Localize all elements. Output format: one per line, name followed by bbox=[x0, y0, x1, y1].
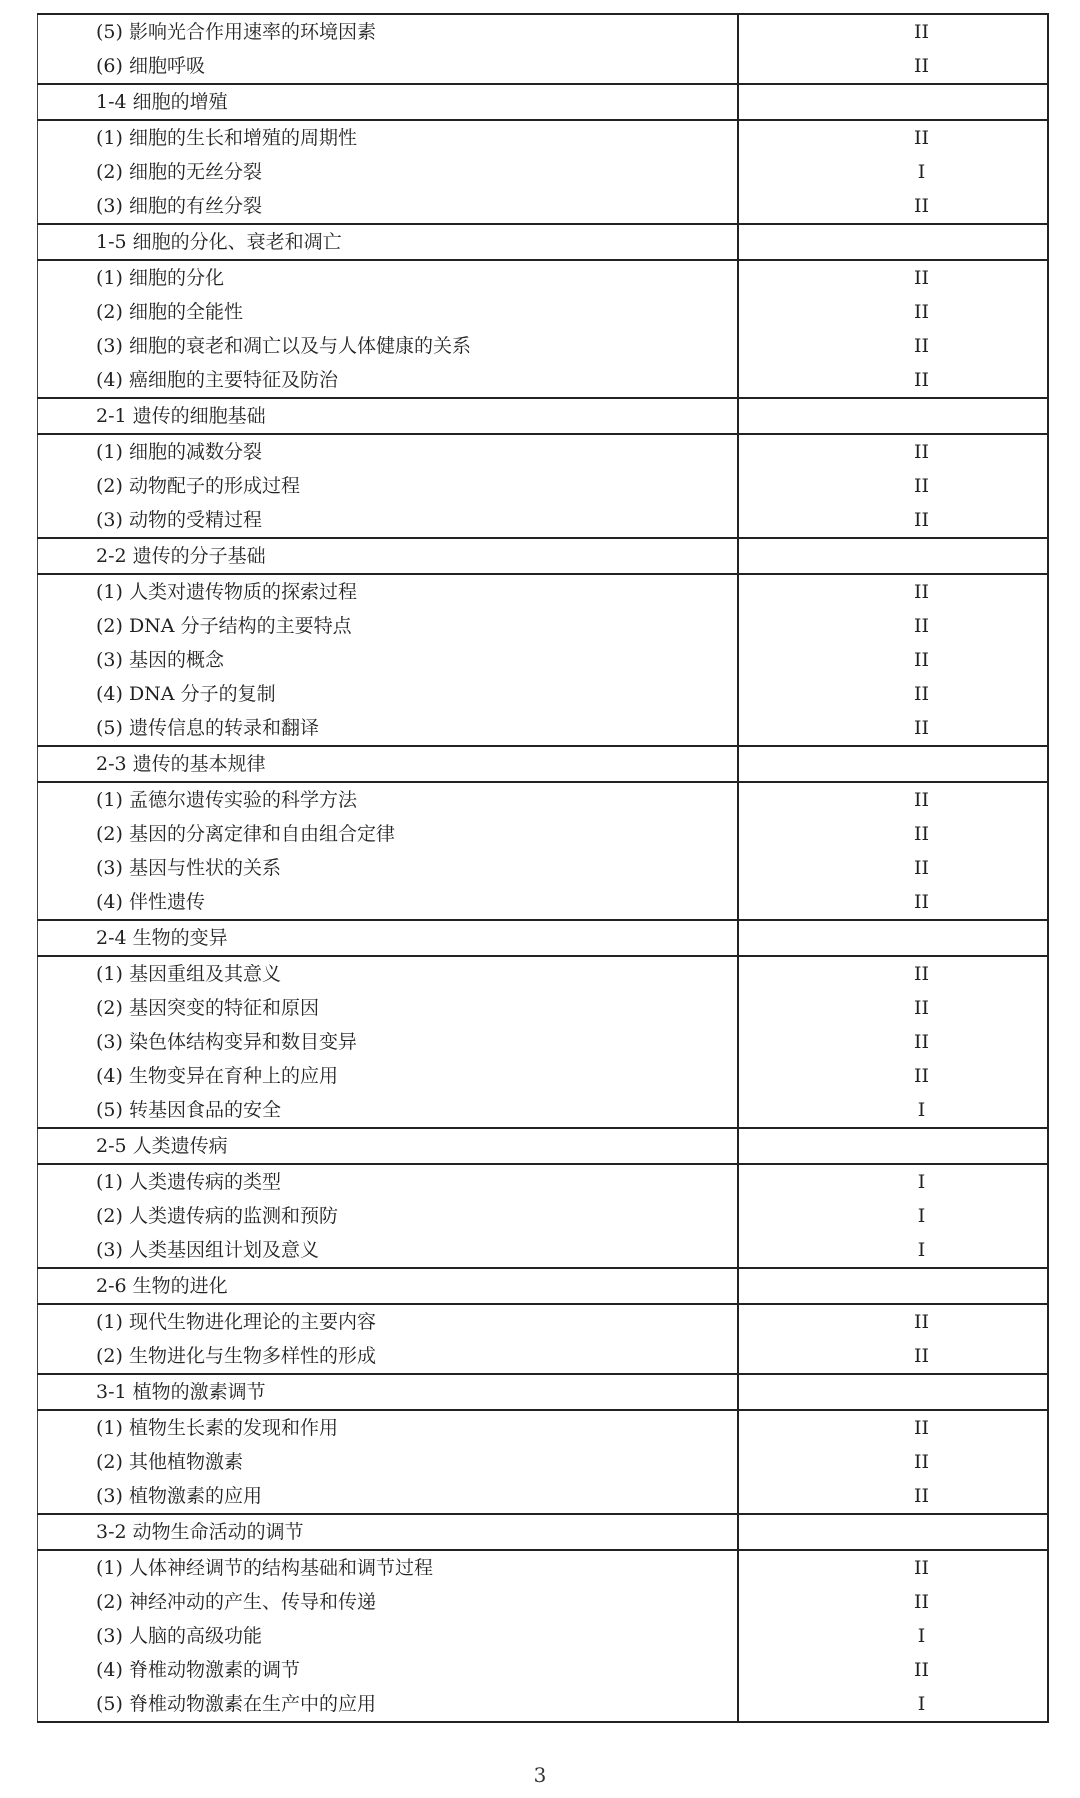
levels-cell bbox=[738, 1410, 1048, 1514]
section-heading-cell bbox=[38, 1268, 738, 1304]
section-level-cell bbox=[738, 1374, 1048, 1410]
item-text: (4) 癌细胞的主要特征及防治 bbox=[96, 369, 338, 391]
section-heading-row bbox=[38, 1268, 1048, 1304]
levels-cell bbox=[738, 1550, 1048, 1722]
items-cell bbox=[38, 1164, 738, 1268]
item-level: II bbox=[913, 1065, 929, 1087]
item-level: II bbox=[913, 1557, 929, 1579]
item-text: (2) 神经冲动的产生、传导和传递 bbox=[96, 1591, 376, 1613]
items-cell bbox=[38, 260, 738, 398]
syllabus-table bbox=[37, 13, 1049, 1723]
items-cell bbox=[38, 14, 738, 84]
item-text: (1) 基因重组及其意义 bbox=[96, 963, 281, 985]
item-level: I bbox=[917, 161, 926, 183]
items-row bbox=[38, 956, 1048, 1128]
section-heading-row bbox=[38, 538, 1048, 574]
levels-cell bbox=[738, 1164, 1048, 1268]
section-level-cell bbox=[738, 84, 1048, 120]
section-heading-cell bbox=[38, 398, 738, 434]
section-heading-cell bbox=[38, 224, 738, 260]
section-level-cell bbox=[738, 398, 1048, 434]
item-text: (2) 基因的分离定律和自由组合定律 bbox=[96, 823, 395, 845]
items-cell bbox=[38, 1410, 738, 1514]
item-text: (5) 影响光合作用速率的环境因素 bbox=[96, 21, 376, 43]
page-number: 3 bbox=[533, 1763, 547, 1787]
section-level-cell bbox=[738, 538, 1048, 574]
items-cell bbox=[38, 434, 738, 538]
items-row bbox=[38, 782, 1048, 920]
item-level: II bbox=[913, 127, 929, 149]
item-level: I bbox=[917, 1205, 926, 1227]
section-heading-row bbox=[38, 1514, 1048, 1550]
item-text: (1) 孟德尔遗传实验的科学方法 bbox=[96, 789, 357, 811]
items-row bbox=[38, 1164, 1048, 1268]
items-cell bbox=[38, 956, 738, 1128]
syllabus-table-body bbox=[38, 14, 1048, 1722]
item-text: (4) 生物变异在育种上的应用 bbox=[96, 1065, 338, 1087]
item-text: (3) 基因的概念 bbox=[96, 649, 224, 671]
item-text: (5) 脊椎动物激素在生产中的应用 bbox=[96, 1693, 376, 1715]
section-heading: 2-1 遗传的细胞基础 bbox=[96, 405, 266, 427]
section-heading: 2-2 遗传的分子基础 bbox=[96, 545, 266, 567]
item-text: (1) 人类对遗传物质的探索过程 bbox=[96, 581, 357, 603]
item-level: II bbox=[913, 857, 929, 879]
item-text: (4) 伴性遗传 bbox=[96, 891, 205, 913]
section-heading-cell bbox=[38, 920, 738, 956]
item-level: II bbox=[913, 1311, 929, 1333]
item-level: II bbox=[913, 823, 929, 845]
item-text: (3) 细胞的衰老和凋亡以及与人体健康的关系 bbox=[96, 335, 471, 357]
section-heading-row bbox=[38, 84, 1048, 120]
item-text: (2) 动物配子的形成过程 bbox=[96, 475, 300, 497]
item-level: II bbox=[913, 21, 929, 43]
item-level: I bbox=[917, 1171, 926, 1193]
item-level: II bbox=[913, 1417, 929, 1439]
item-text: (4) DNA 分子的复制 bbox=[96, 683, 276, 705]
item-level: II bbox=[913, 1345, 929, 1367]
item-text: (2) DNA 分子结构的主要特点 bbox=[96, 615, 352, 637]
section-heading-cell bbox=[38, 538, 738, 574]
item-level: II bbox=[913, 335, 929, 357]
levels-cell bbox=[738, 956, 1048, 1128]
section-heading: 2-4 生物的变异 bbox=[96, 927, 228, 949]
item-text: (4) 脊椎动物激素的调节 bbox=[96, 1659, 300, 1681]
item-text: (1) 人类遗传病的类型 bbox=[96, 1171, 281, 1193]
items-row bbox=[38, 260, 1048, 398]
section-heading-row bbox=[38, 224, 1048, 260]
section-heading: 3-1 植物的激素调节 bbox=[96, 1381, 266, 1403]
item-level: II bbox=[913, 1591, 929, 1613]
item-text: (1) 植物生长素的发现和作用 bbox=[96, 1417, 338, 1439]
item-level: II bbox=[913, 1451, 929, 1473]
levels-cell bbox=[738, 1304, 1048, 1374]
item-text: (3) 人类基因组计划及意义 bbox=[96, 1239, 319, 1261]
item-text: (2) 人类遗传病的监测和预防 bbox=[96, 1205, 338, 1227]
item-text: (2) 生物进化与生物多样性的形成 bbox=[96, 1345, 376, 1367]
section-level-cell bbox=[738, 1268, 1048, 1304]
section-heading-cell bbox=[38, 1514, 738, 1550]
section-level-cell bbox=[738, 746, 1048, 782]
item-text: (1) 细胞的生长和增殖的周期性 bbox=[96, 127, 357, 149]
item-text: (5) 遗传信息的转录和翻译 bbox=[96, 717, 319, 739]
item-text: (3) 人脑的高级功能 bbox=[96, 1625, 262, 1647]
levels-cell bbox=[738, 434, 1048, 538]
items-row bbox=[38, 120, 1048, 224]
item-level: II bbox=[913, 997, 929, 1019]
item-text: (6) 细胞呼吸 bbox=[96, 55, 205, 77]
item-text: (2) 细胞的全能性 bbox=[96, 301, 243, 323]
item-level: II bbox=[913, 789, 929, 811]
item-level: II bbox=[913, 441, 929, 463]
item-text: (1) 细胞的分化 bbox=[96, 267, 224, 289]
section-heading-cell bbox=[38, 1374, 738, 1410]
section-heading-cell bbox=[38, 1128, 738, 1164]
item-level: II bbox=[913, 649, 929, 671]
levels-cell bbox=[738, 120, 1048, 224]
item-level: II bbox=[913, 195, 929, 217]
section-heading-row bbox=[38, 1374, 1048, 1410]
section-level-cell bbox=[738, 224, 1048, 260]
section-heading: 2-5 人类遗传病 bbox=[96, 1135, 228, 1157]
item-level: II bbox=[913, 963, 929, 985]
item-text: (3) 动物的受精过程 bbox=[96, 509, 262, 531]
items-cell bbox=[38, 782, 738, 920]
item-level: II bbox=[913, 1485, 929, 1507]
section-heading: 1-4 细胞的增殖 bbox=[96, 91, 228, 113]
item-level: II bbox=[913, 683, 929, 705]
items-row bbox=[38, 14, 1048, 84]
item-level: II bbox=[913, 509, 929, 531]
item-text: (3) 植物激素的应用 bbox=[96, 1485, 262, 1507]
item-level: II bbox=[913, 55, 929, 77]
items-row bbox=[38, 1304, 1048, 1374]
items-cell bbox=[38, 120, 738, 224]
item-level: II bbox=[913, 267, 929, 289]
item-level: I bbox=[917, 1239, 926, 1261]
item-text: (2) 细胞的无丝分裂 bbox=[96, 161, 262, 183]
items-cell bbox=[38, 1550, 738, 1722]
item-level: II bbox=[913, 369, 929, 391]
levels-cell bbox=[738, 782, 1048, 920]
item-text: (1) 人体神经调节的结构基础和调节过程 bbox=[96, 1557, 433, 1579]
items-cell bbox=[38, 574, 738, 746]
section-heading: 1-5 细胞的分化、衰老和凋亡 bbox=[96, 231, 342, 253]
items-row bbox=[38, 1550, 1048, 1722]
section-heading-cell bbox=[38, 746, 738, 782]
item-level: I bbox=[917, 1625, 926, 1647]
item-text: (3) 染色体结构变异和数目变异 bbox=[96, 1031, 357, 1053]
item-level: I bbox=[917, 1693, 926, 1715]
item-level: II bbox=[913, 1031, 929, 1053]
item-level: II bbox=[913, 891, 929, 913]
item-text: (3) 基因与性状的关系 bbox=[96, 857, 281, 879]
item-level: I bbox=[917, 1099, 926, 1121]
section-heading: 2-6 生物的进化 bbox=[96, 1275, 228, 1297]
items-row bbox=[38, 1410, 1048, 1514]
item-text: (3) 细胞的有丝分裂 bbox=[96, 195, 262, 217]
item-text: (2) 其他植物激素 bbox=[96, 1451, 243, 1473]
levels-cell bbox=[738, 14, 1048, 84]
item-text: (5) 转基因食品的安全 bbox=[96, 1099, 281, 1121]
item-level: II bbox=[913, 475, 929, 497]
levels-cell bbox=[738, 260, 1048, 398]
item-level: II bbox=[913, 581, 929, 603]
item-level: II bbox=[913, 717, 929, 739]
item-level: II bbox=[913, 301, 929, 323]
section-level-cell bbox=[738, 920, 1048, 956]
item-text: (2) 基因突变的特征和原因 bbox=[96, 997, 319, 1019]
levels-cell bbox=[738, 574, 1048, 746]
item-level: II bbox=[913, 615, 929, 637]
items-row bbox=[38, 434, 1048, 538]
section-level-cell bbox=[738, 1128, 1048, 1164]
section-heading-row bbox=[38, 1128, 1048, 1164]
item-level: II bbox=[913, 1659, 929, 1681]
items-cell bbox=[38, 1304, 738, 1374]
section-level-cell bbox=[738, 1514, 1048, 1550]
section-heading: 3-2 动物生命活动的调节 bbox=[96, 1521, 304, 1543]
section-heading-row bbox=[38, 920, 1048, 956]
section-heading-row bbox=[38, 746, 1048, 782]
section-heading-cell bbox=[38, 84, 738, 120]
item-text: (1) 现代生物进化理论的主要内容 bbox=[96, 1311, 376, 1333]
item-text: (1) 细胞的减数分裂 bbox=[96, 441, 262, 463]
items-row bbox=[38, 574, 1048, 746]
section-heading-row bbox=[38, 398, 1048, 434]
section-heading: 2-3 遗传的基本规律 bbox=[96, 753, 266, 775]
